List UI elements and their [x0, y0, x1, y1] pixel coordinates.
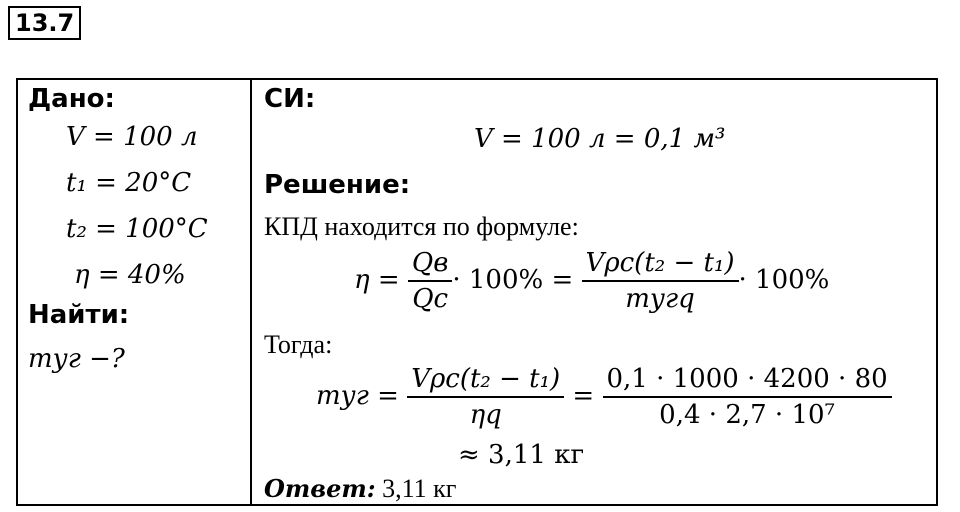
- eq2-fraction-formula: [407, 362, 564, 432]
- given-t2: t₂ = 100°C: [66, 214, 208, 244]
- given-efficiency: η = 40%: [74, 260, 186, 290]
- answer-label: Ответ:: [264, 474, 376, 503]
- solution-table: [16, 78, 938, 506]
- eq1-frac2-num: Vρc(t₂ − t₁): [582, 246, 739, 282]
- eq2-mid: =: [564, 381, 603, 411]
- problem-number: 13.7: [15, 9, 75, 37]
- eq1-tail: · 100%: [738, 265, 830, 295]
- eq2-frac1-num: Vρc(t₂ − t₁): [407, 362, 564, 398]
- si-conversion: V = 100 л = 0,1 м³: [474, 124, 726, 154]
- given-t1: t₁ = 20°C: [66, 168, 192, 198]
- eq2-lhs: mуг =: [316, 381, 408, 411]
- eq1-frac1-num: Qв: [408, 246, 452, 282]
- eq1-fraction-heat: [408, 246, 452, 316]
- eq2-frac2-den: 0,4 · 2,7 · 10⁷: [659, 400, 835, 430]
- approx-result: ≈ 3,11 кг: [458, 440, 585, 470]
- eq1-fraction-formula: [582, 246, 739, 316]
- problem-number-badge: [8, 6, 81, 40]
- eq1-frac2-den: mугq: [625, 284, 695, 314]
- solution-header: Решение:: [264, 170, 411, 200]
- find-header: Найти:: [28, 300, 130, 330]
- si-header: СИ:: [264, 84, 316, 114]
- eq2-fraction-numbers: [603, 362, 892, 432]
- eq1-mid: · 100% =: [452, 265, 582, 295]
- then-label: Тогда:: [264, 330, 333, 359]
- find-line: mуг −?: [28, 344, 125, 374]
- solution-intro: КПД находится по формуле:: [264, 212, 579, 241]
- eq2-frac1-den: ηq: [469, 400, 502, 430]
- answer-line: [264, 474, 456, 504]
- column-divider: [250, 80, 252, 504]
- answer-value: 3,11 кг: [375, 474, 457, 503]
- equation-mass: [316, 362, 892, 432]
- equation-efficiency: [354, 246, 829, 316]
- given-volume: V = 100 л: [66, 122, 198, 152]
- eq1-frac1-den: Qс: [412, 284, 449, 314]
- eq2-frac2-num: 0,1 · 1000 · 4200 · 80: [603, 362, 892, 398]
- eq1-lhs: η =: [354, 265, 408, 295]
- given-header: Дано:: [28, 84, 115, 114]
